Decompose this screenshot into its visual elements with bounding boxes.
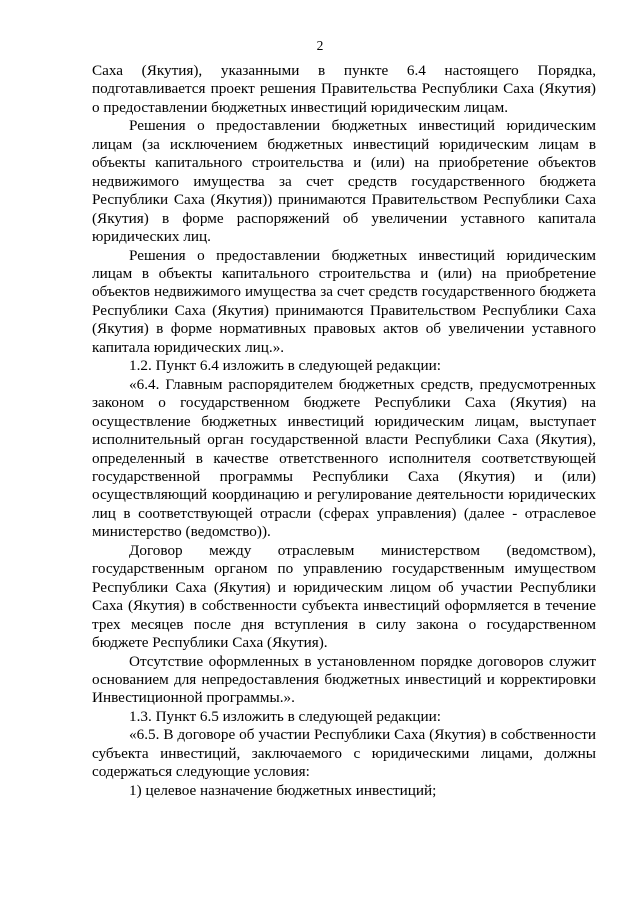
page-number: 2 — [316, 38, 324, 53]
paragraph: 1.3. Пункт 6.5 изложить в следующей редакции: — [129, 707, 442, 725]
paragraph: Саха (Якутия), указанными в пункте 6.4 настоящего Порядка, подготавливается проект решения Правительства Республики Саха (Якутия) о предоставлении бюджетных инвестиций юридическим лицам. — [92, 62, 596, 116]
paragraph: 1.2. Пункт 6.4 изложить в следующей редакции: — [129, 357, 442, 375]
paragraph: 1) целевое назначение бюджетных инвестиций; — [129, 781, 437, 799]
paragraph: «6.5. В договоре об участии Республики Саха (Якутия) в собственности субъекта инвестиций, заключаемого с юридическими лицами, должны содержаться следующие условия: — [92, 726, 596, 781]
paragraph: Отсутствие оформленных в установленном порядке договоров служит основанием для непредоставления бюджетных инвестиций и корректировки Инвестиционной программы.». — [92, 652, 596, 707]
document-body — [92, 62, 596, 800]
paragraph: Решения о предоставлении бюджетных инвестиций юридическим лицам (за исключением бюджетных инвестиций юридическим лицам в объекты капитального строительства и (или) на приобретение объектов недвижимого имущества за счет средств государственного бюджета Республики Саха (Якутия)) принимаются Правительством Республики Саха (Якутия) в форме распоряжений об увеличении уставного капитала юридических лиц. — [92, 117, 596, 246]
paragraph: Договор между отраслевым министерством (ведомством), государственным органом по управлению государственным имуществом Республики Саха (Якутия) и юридическим лицом об участии Республики Саха (Якутия) в собственности субъекта инвестиций оформляется в течение трех месяцев после дня вступления в силу закона о государственном бюджете Республики Саха (Якутия). — [92, 541, 596, 652]
paragraph: «6.4. Главным распорядителем бюджетных средств, предусмотренных законом о государственном бюджете Республики Саха (Якутия) на осуществление бюджетных инвестиций юридическим лицам, выступает исполнительный орган государственной власти Республики Саха (Якутия), определенный в качестве ответственного исполнителя соответствующей государственной программы Республики Саха (Якутия) и (или) осуществляющий координацию и регулирование деятельности юридических лиц в соответствующей отрасли (сферах управления) (далее - отраслевое министерство (ведомство)). — [92, 375, 596, 541]
paragraph: Решения о предоставлении бюджетных инвестиций юридическим лицам в объекты капитального строительства и (или) на приобретение объектов недвижимого имущества за счет средств государственного бюджета Республики Саха (Якутия) принимаются Правительством Республики Саха (Якутия) в форме нормативных правовых актов об увеличении уставного капитала юридических лиц.». — [92, 246, 596, 356]
